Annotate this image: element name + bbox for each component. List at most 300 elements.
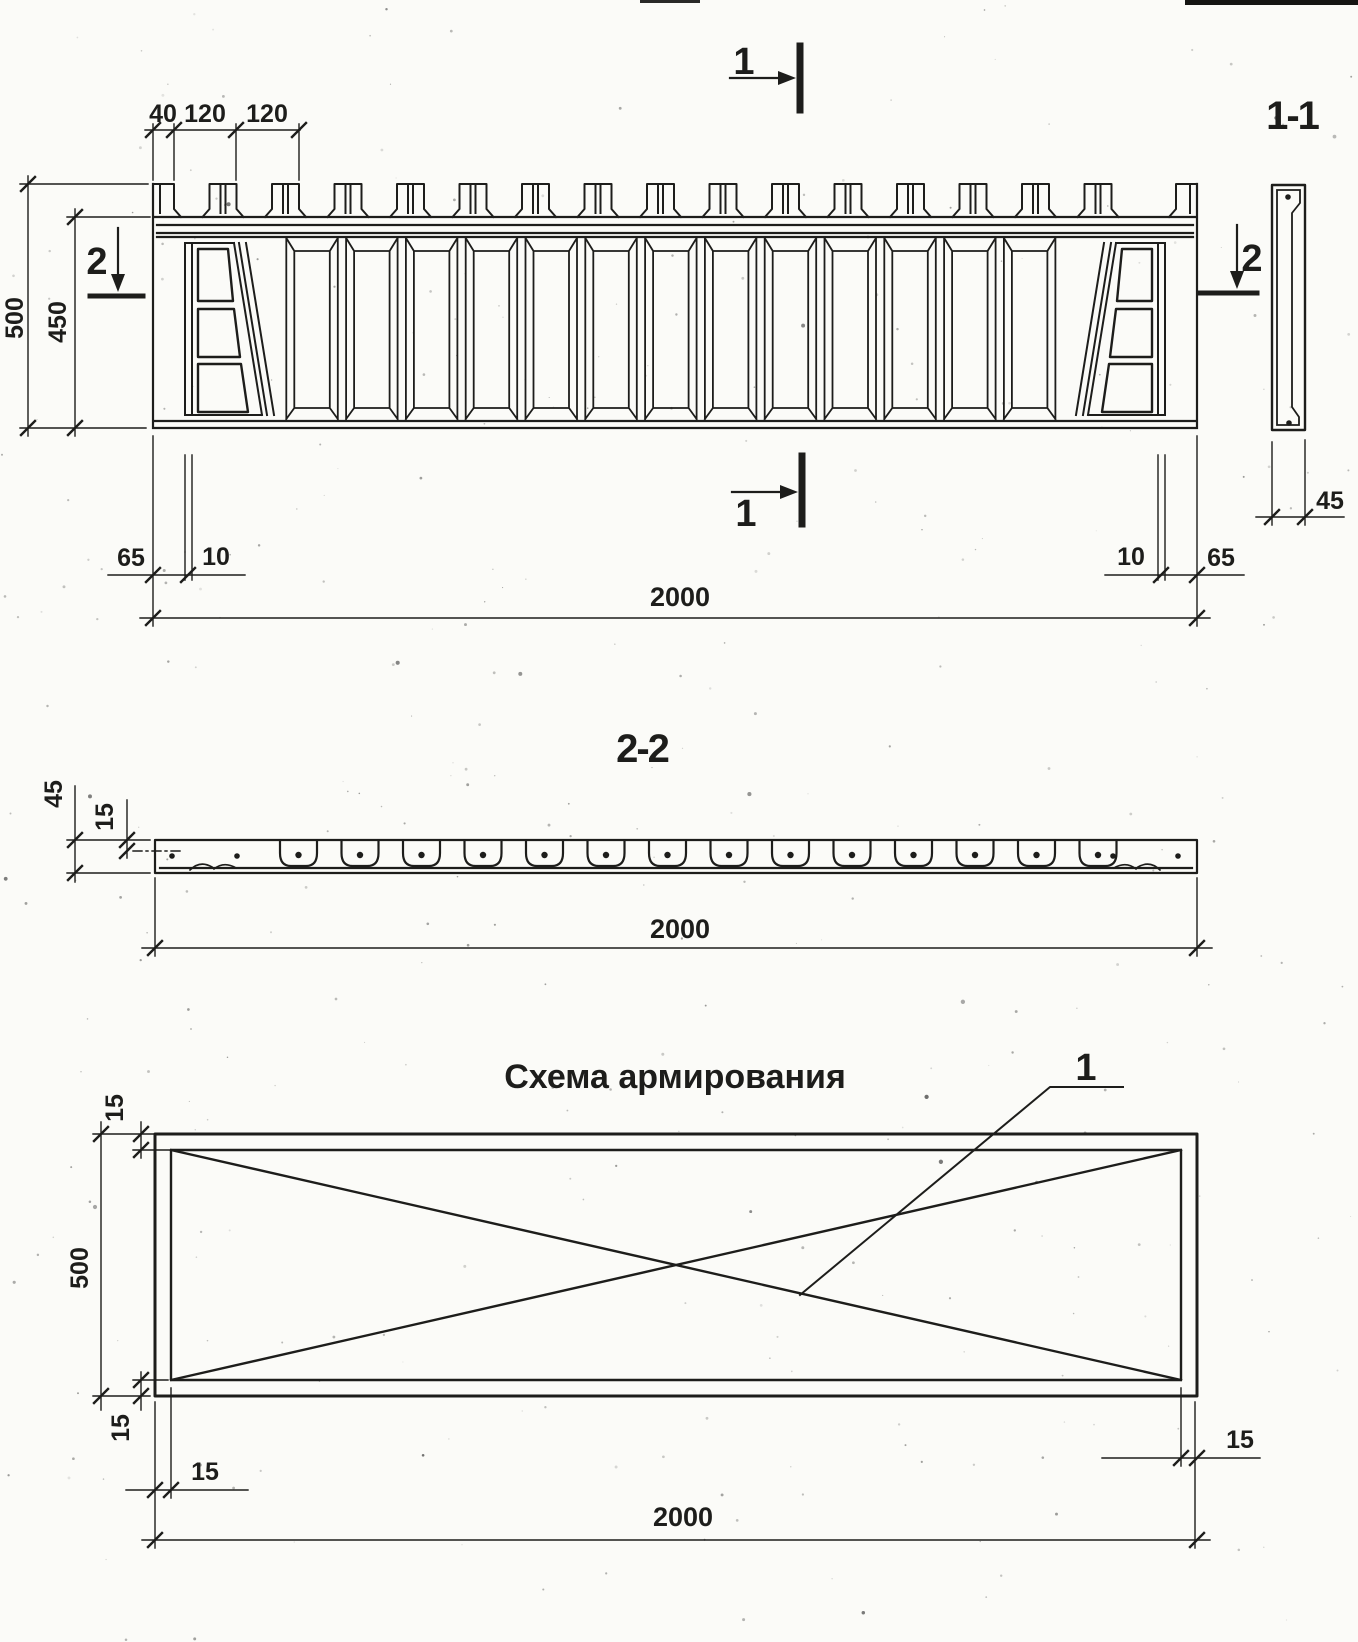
paper-speck	[364, 1042, 365, 1043]
paper-speck	[139, 146, 142, 149]
paper-speck	[405, 1064, 407, 1066]
paper-speck	[13, 1281, 16, 1284]
paper-speck	[195, 1129, 196, 1130]
paper-speck	[1268, 1331, 1269, 1332]
paper-speck	[616, 304, 617, 305]
paper-speck	[619, 107, 622, 110]
paper-speck	[347, 791, 349, 793]
paper-speck	[271, 379, 272, 380]
paper-speck	[742, 1618, 745, 1621]
dim-label-450-left: 450	[44, 301, 72, 343]
paper-speck	[939, 1160, 943, 1164]
scan-edge-smudge	[640, 0, 700, 3]
paper-speck	[146, 932, 147, 933]
paper-speck	[796, 521, 798, 523]
rebar-dot	[787, 852, 793, 858]
paper-speck	[706, 1417, 709, 1420]
paper-speck	[525, 579, 526, 580]
paper-speck	[385, 8, 387, 10]
paper-speck	[190, 169, 192, 171]
paper-speck	[207, 1340, 209, 1342]
paper-speck	[1333, 135, 1337, 139]
paper-speck	[902, 1127, 904, 1129]
paper-speck	[569, 1178, 571, 1180]
paper-speck	[404, 822, 406, 824]
paper-speck	[465, 768, 468, 771]
paper-speck	[614, 643, 616, 645]
paper-speck	[195, 666, 197, 668]
paper-speck	[821, 939, 822, 940]
paper-speck	[1238, 1081, 1239, 1082]
rebar-dot	[664, 852, 670, 858]
dim-label-500-reinf: 500	[66, 1247, 94, 1289]
paper-speck	[897, 826, 898, 827]
paper-speck	[4, 595, 7, 598]
paper-speck	[1104, 1089, 1107, 1092]
paper-speck	[1022, 258, 1023, 259]
weld-dot	[1286, 420, 1292, 426]
paper-speck	[1096, 530, 1097, 531]
paper-speck	[721, 1111, 723, 1113]
paper-speck	[502, 317, 503, 318]
paper-speck	[1076, 1008, 1077, 1009]
paper-speck	[1199, 1195, 1200, 1196]
paper-speck	[1238, 1549, 1241, 1552]
paper-speck	[544, 1406, 546, 1408]
paper-speck	[484, 601, 485, 602]
rebar-dot	[480, 852, 486, 858]
paper-speck	[4, 877, 8, 881]
paper-speck	[138, 827, 139, 828]
paper-speck	[862, 1611, 865, 1614]
paper-speck	[662, 1455, 665, 1458]
paper-speck	[1041, 1235, 1043, 1237]
paper-speck	[232, 1487, 235, 1490]
section-1-1-title: 1-1	[1266, 94, 1318, 138]
dim-label-15-bottom-right: 15	[1226, 1426, 1254, 1454]
paper-speck	[950, 207, 952, 209]
paper-speck	[454, 318, 456, 320]
rebar-dot	[726, 852, 732, 858]
paper-speck	[36, 419, 37, 420]
paper-speck	[381, 149, 384, 152]
paper-speck	[77, 37, 79, 39]
paper-speck	[1130, 430, 1131, 431]
paper-speck	[973, 1464, 975, 1466]
paper-speck	[383, 1334, 385, 1336]
paper-speck	[10, 813, 12, 815]
paper-speck	[448, 1438, 449, 1439]
paper-speck	[796, 943, 797, 944]
paper-speck	[1004, 5, 1006, 7]
paper-speck	[1015, 1010, 1018, 1013]
paper-speck	[189, 1101, 190, 1102]
paper-speck	[48, 298, 50, 300]
paper-speck	[921, 1461, 923, 1463]
paper-speck	[324, 495, 325, 496]
paper-speck	[450, 30, 453, 33]
paper-speck	[924, 515, 926, 517]
paper-speck	[1064, 1421, 1065, 1422]
paper-speck	[1263, 389, 1264, 390]
paper-speck	[161, 94, 164, 97]
paper-speck	[733, 221, 735, 223]
paper-speck	[889, 745, 891, 747]
paper-speck	[1196, 756, 1198, 758]
paper-speck	[478, 723, 481, 726]
paper-speck	[1161, 849, 1162, 850]
rebar-dot	[972, 852, 978, 858]
paper-speck	[1323, 1022, 1325, 1024]
paper-speck	[186, 890, 189, 893]
paper-speck	[163, 408, 165, 410]
paper-speck	[1243, 476, 1245, 478]
paper-speck	[745, 440, 747, 442]
paper-speck	[995, 59, 996, 60]
paper-speck	[1042, 1456, 1045, 1459]
dim-label-2000-s22: 2000	[649, 914, 711, 944]
paper-speck	[88, 794, 92, 798]
paper-speck	[72, 1457, 75, 1460]
paper-speck	[450, 775, 451, 776]
dim-label-65-left: 65	[117, 544, 145, 572]
paper-speck	[193, 13, 195, 15]
paper-speck	[48, 250, 50, 252]
paper-speck	[615, 1165, 617, 1167]
section-mark-1-top-label: 1	[733, 41, 755, 83]
paper-speck	[1272, 616, 1275, 619]
dim-label-10-left: 10	[202, 543, 230, 571]
paper-speck	[1, 454, 3, 456]
paper-speck	[911, 363, 914, 366]
section-mark-1-bottom-label: 1	[735, 493, 757, 535]
paper-speck	[760, 1304, 763, 1307]
paper-speck	[327, 830, 329, 832]
paper-speck	[200, 1231, 202, 1233]
paper-speck	[661, 1053, 664, 1056]
paper-speck	[541, 194, 544, 197]
dim-label-120a: 120	[184, 100, 226, 128]
paper-speck	[962, 558, 965, 561]
paper-speck	[166, 858, 168, 860]
paper-speck	[257, 258, 259, 260]
paper-speck	[1251, 1279, 1253, 1281]
paper-speck	[980, 1541, 981, 1542]
paper-speck	[294, 1541, 296, 1543]
paper-speck	[222, 95, 225, 98]
scan-edge-smudge	[1185, 0, 1358, 5]
paper-speck	[776, 1336, 778, 1338]
paper-speck	[984, 9, 986, 11]
paper-speck	[422, 1454, 425, 1457]
paper-speck	[887, 1138, 889, 1140]
paper-speck	[426, 922, 429, 925]
paper-speck	[1078, 1276, 1080, 1278]
paper-speck	[140, 959, 142, 961]
paper-speck	[258, 544, 260, 546]
paper-speck	[337, 468, 338, 469]
paper-speck	[87, 1018, 89, 1020]
paper-speck	[769, 1358, 770, 1359]
paper-speck	[462, 1544, 463, 1545]
paper-speck	[747, 792, 751, 796]
paper-speck	[924, 1095, 928, 1099]
paper-speck	[17, 616, 19, 618]
paper-speck	[1350, 76, 1352, 78]
paper-speck	[165, 582, 168, 585]
paper-speck	[359, 793, 361, 795]
paper-speck	[1347, 333, 1350, 336]
paper-speck	[432, 628, 433, 629]
paper-speck	[1350, 1216, 1351, 1217]
dim-label-15-s22: 15	[91, 803, 119, 831]
paper-speck	[842, 179, 845, 182]
rebar-dot	[418, 852, 424, 858]
paper-speck	[975, 549, 976, 550]
paper-speck	[1290, 507, 1292, 509]
paper-speck	[852, 1261, 855, 1264]
paper-speck	[1167, 1042, 1168, 1043]
paper-speck	[215, 197, 217, 199]
paper-speck	[1001, 260, 1002, 261]
paper-speck	[802, 1493, 804, 1495]
paper-speck	[381, 806, 383, 808]
paper-speck	[678, 1131, 679, 1132]
paper-speck	[194, 238, 195, 239]
paper-speck	[684, 1302, 686, 1304]
paper-speck	[80, 1071, 81, 1072]
paper-speck	[896, 328, 898, 330]
paper-speck	[675, 313, 677, 315]
dim-label-15-bottom-left: 15	[191, 1458, 219, 1486]
paper-speck	[721, 1493, 724, 1496]
paper-speck	[212, 29, 214, 31]
paper-speck	[1099, 374, 1101, 376]
dim-label-10-right: 10	[1117, 543, 1145, 571]
paper-speck	[930, 1067, 932, 1069]
paper-speck	[854, 469, 857, 472]
paper-speck	[63, 585, 66, 588]
paper-speck	[905, 1444, 907, 1446]
paper-speck	[1286, 1619, 1287, 1620]
paper-speck	[167, 660, 169, 662]
paper-speck	[1107, 205, 1108, 206]
paper-speck	[1230, 63, 1233, 66]
paper-speck	[1221, 247, 1222, 248]
paper-speck	[1222, 797, 1224, 799]
paper-speck	[1138, 262, 1140, 264]
dim-label-15-top: 15	[101, 1094, 129, 1122]
paper-speck	[467, 944, 470, 947]
paper-speck	[260, 1470, 262, 1472]
paper-speck	[949, 1297, 951, 1299]
paper-speck	[754, 386, 756, 388]
paper-speck	[773, 835, 775, 837]
rebar-callout-1-label: 1	[1075, 1047, 1097, 1089]
paper-speck	[161, 243, 164, 246]
paper-speck	[1263, 624, 1265, 626]
paper-speck	[1337, 1370, 1339, 1372]
dim-label-45-s11: 45	[1316, 487, 1344, 515]
paper-speck	[566, 1110, 568, 1112]
paper-speck	[1191, 49, 1193, 51]
paper-speck	[1174, 241, 1177, 244]
dim-label-120b: 120	[246, 100, 288, 128]
paper-speck	[484, 423, 486, 425]
rebar-dot	[1175, 853, 1181, 859]
paper-speck	[342, 781, 343, 782]
paper-speck	[890, 99, 891, 100]
paper-speck	[12, 275, 15, 278]
paper-speck	[193, 1637, 196, 1640]
section-2-2-title: 2-2	[616, 727, 668, 771]
paper-speck	[494, 924, 496, 926]
paper-speck	[653, 857, 654, 858]
dim-label-40: 40	[149, 100, 177, 128]
paper-speck	[583, 1199, 585, 1201]
dim-label-500-left: 500	[1, 297, 29, 339]
paper-speck	[549, 397, 550, 398]
paper-speck	[333, 286, 335, 288]
paper-speck	[1260, 955, 1262, 957]
paper-speck	[963, 1351, 964, 1352]
paper-speck	[423, 373, 426, 376]
paper-speck	[636, 828, 638, 830]
paper-speck	[767, 552, 770, 555]
paper-speck	[548, 824, 551, 827]
paper-speck	[961, 1000, 965, 1004]
paper-speck	[369, 35, 371, 37]
paper-speck	[1144, 1315, 1146, 1317]
paper-speck	[101, 568, 103, 570]
paper-speck	[1014, 1229, 1016, 1231]
paper-speck	[319, 443, 321, 445]
paper-speck	[457, 876, 459, 878]
paper-speck	[335, 998, 338, 1001]
paper-speck	[671, 254, 673, 256]
paper-speck	[53, 1237, 55, 1239]
paper-speck	[103, 1478, 104, 1479]
paper-speck	[682, 748, 683, 749]
paper-speck	[1011, 1051, 1013, 1053]
paper-speck	[730, 812, 732, 814]
rebar-dot	[295, 852, 301, 858]
paper-speck	[1048, 123, 1049, 124]
paper-speck	[852, 897, 854, 899]
paper-speck	[1116, 963, 1119, 966]
section-mark-2-right-label: 2	[1241, 238, 1263, 280]
paper-speck	[1318, 1237, 1320, 1239]
rebar-dot	[541, 852, 547, 858]
paper-speck	[1213, 840, 1216, 843]
paper-speck	[323, 580, 325, 582]
paper-speck	[87, 559, 89, 561]
paper-speck	[705, 1005, 707, 1007]
paper-speck	[1093, 1424, 1095, 1426]
paper-speck	[1152, 869, 1154, 871]
rebar-dot	[910, 852, 916, 858]
paper-speck	[421, 962, 422, 963]
paper-speck	[227, 202, 231, 206]
paper-speck	[898, 1423, 900, 1425]
paper-speck	[982, 538, 983, 539]
paper-speck	[305, 886, 308, 889]
paper-speck	[615, 1466, 618, 1469]
paper-speck	[7, 1474, 9, 1476]
paper-speck	[141, 50, 143, 52]
paper-speck	[1281, 962, 1283, 964]
paper-speck	[190, 1028, 192, 1030]
rebar-dot	[234, 853, 240, 859]
paper-speck	[68, 1476, 71, 1479]
paper-speck	[402, 1361, 403, 1362]
paper-speck	[199, 588, 202, 591]
paper-speck	[1138, 1243, 1141, 1246]
paper-speck	[1073, 1313, 1075, 1315]
paper-speck	[464, 623, 467, 626]
reinforcement-title: Схема армирования	[504, 1058, 846, 1096]
paper-speck	[1000, 1574, 1002, 1576]
paper-speck	[46, 705, 48, 707]
paper-speck	[1141, 645, 1142, 646]
paper-speck	[736, 1519, 739, 1522]
dim-label-2000-front: 2000	[649, 582, 711, 612]
paper-speck	[274, 1085, 275, 1086]
paper-speck	[119, 896, 122, 899]
paper-speck	[1155, 681, 1157, 683]
paper-speck	[493, 671, 496, 674]
paper-speck	[332, 1336, 335, 1339]
paper-speck	[916, 398, 918, 400]
rebar-dot	[1033, 852, 1039, 858]
paper-speck	[988, 1065, 989, 1066]
paper-speck	[396, 177, 397, 178]
paper-speck	[831, 1578, 832, 1579]
paper-speck	[542, 1588, 544, 1590]
paper-speck	[163, 569, 166, 572]
paper-speck	[494, 775, 495, 776]
paper-speck	[1254, 314, 1257, 317]
paper-speck	[167, 84, 168, 85]
paper-speck	[411, 716, 412, 717]
rebar-dot	[603, 852, 609, 858]
rebar-dot	[169, 853, 175, 859]
paper-speck	[89, 1200, 92, 1203]
paper-speck	[598, 356, 599, 357]
paper-speck	[1313, 1133, 1315, 1135]
paper-speck	[875, 501, 877, 503]
paper-speck	[25, 902, 28, 905]
paper-speck	[790, 1466, 791, 1467]
paper-speck	[985, 1596, 987, 1598]
rebar-dot	[849, 852, 855, 858]
paper-speck	[196, 1256, 198, 1258]
paper-speck	[117, 1340, 118, 1341]
paper-speck	[207, 1119, 209, 1121]
paper-speck	[466, 783, 469, 786]
paper-speck	[229, 1229, 231, 1231]
paper-speck	[296, 508, 297, 509]
rebar-dot	[1110, 853, 1116, 859]
paper-speck	[1008, 402, 1011, 405]
paper-speck	[518, 672, 522, 676]
paper-speck	[1342, 986, 1344, 988]
paper-speck	[96, 618, 98, 620]
paper-speck	[37, 1254, 39, 1256]
paper-speck	[944, 36, 945, 37]
paper-speck	[227, 1057, 228, 1058]
paper-speck	[587, 407, 589, 409]
